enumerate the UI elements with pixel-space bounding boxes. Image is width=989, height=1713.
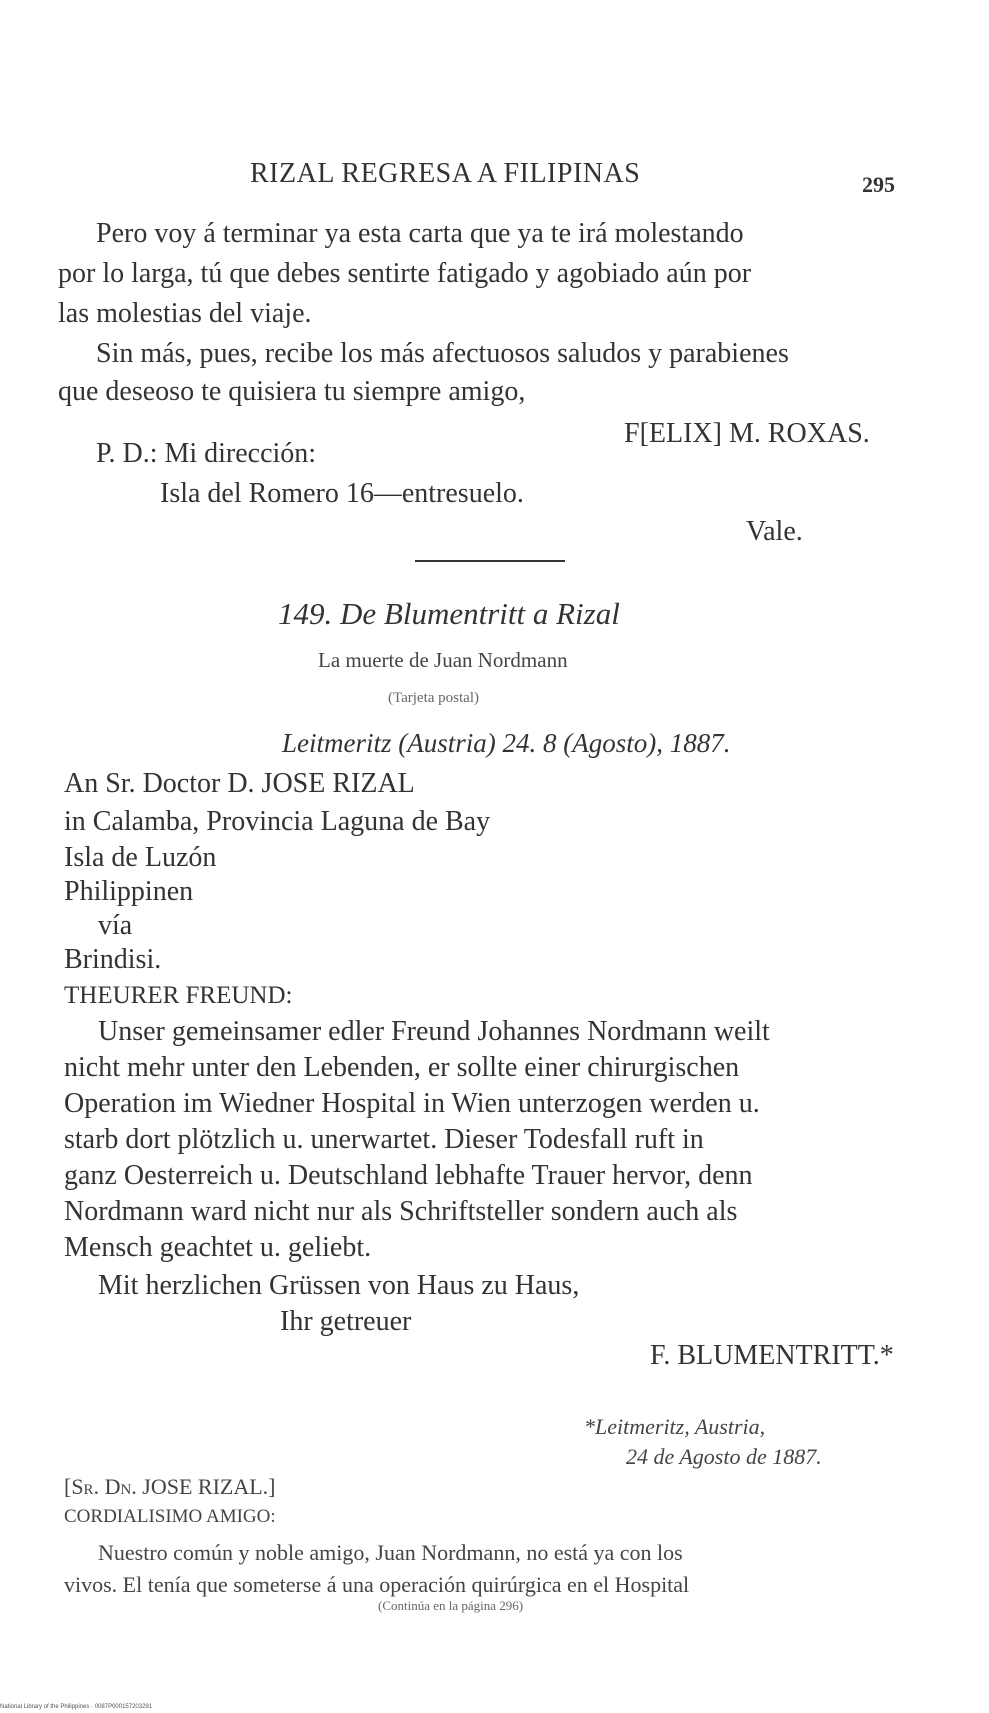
prev-letter-line: por lo larga, tú que debes sentirte fatigado y agobiado aún por bbox=[58, 258, 752, 289]
address-line: An Sr. Doctor D. JOSE RIZAL bbox=[64, 768, 415, 799]
translation-line: vivos. El tenía que someterse á una operación quirúrgica en el Hospital bbox=[64, 1572, 690, 1597]
letter-note: (Tarjeta postal) bbox=[388, 690, 479, 706]
translation-recipient: [Sr. Dn. JOSE RIZAL.] bbox=[64, 1474, 276, 1499]
prev-letter-line: Pero voy á terminar ya esta carta que ya te irá molestando bbox=[96, 218, 744, 249]
address-line: in Calamba, Provincia Laguna de Bay bbox=[64, 806, 491, 837]
postscript-line: P. D.: Mi dirección: bbox=[96, 438, 317, 469]
continued-note: (Continúa en la página 296) bbox=[378, 1598, 524, 1613]
letter-body-line: Mensch geachtet u. geliebt. bbox=[64, 1232, 372, 1263]
page-number: 295 bbox=[862, 172, 895, 197]
prev-letter-signature: F[ELIX] M. ROXAS. bbox=[624, 418, 870, 449]
running-head: RIZAL REGRESA A FILIPINAS bbox=[250, 158, 641, 189]
footnote-date: 24 de Agosto de 1887. bbox=[626, 1444, 822, 1469]
address-line: Philippinen bbox=[64, 876, 194, 907]
letter-body-line: Nordmann ward nicht nur als Schriftsteller sondern auch als bbox=[64, 1196, 738, 1227]
letter-body-line: Unser gemeinsamer edler Freund Johannes Nordmann weilt bbox=[98, 1016, 770, 1047]
address-line: Brindisi. bbox=[64, 944, 162, 975]
vale-closing: Vale. bbox=[746, 516, 803, 547]
letter-body-line: Operation im Wiedner Hospital in Wien unterzogen werden u. bbox=[64, 1088, 760, 1119]
scan-footer-tag: National Library of the Philippines · 0087P000157203291 bbox=[0, 1704, 153, 1710]
section-divider bbox=[415, 560, 565, 562]
prev-letter-line: Sin más, pues, recibe los más afectuosos saludos y parabienes bbox=[96, 338, 789, 369]
letter-dateline: Leitmeritz (Austria) 24. 8 (Agosto), 1887. bbox=[282, 728, 731, 758]
letter-subtitle: La muerte de Juan Nordmann bbox=[318, 648, 568, 672]
letter-closing: Mit herzlichen Grüssen von Haus zu Haus, bbox=[98, 1270, 580, 1301]
footnote-place: *Leitmeritz, Austria, bbox=[584, 1414, 766, 1439]
prev-letter-line: las molestias del viaje. bbox=[58, 298, 312, 329]
address-line: Isla de Luzón bbox=[64, 842, 217, 873]
prev-letter-line: que deseoso te quisiera tu siempre amigo, bbox=[58, 376, 526, 407]
letter-body-line: nicht mehr unter den Lebenden, er sollte einer chirurgischen bbox=[64, 1052, 740, 1083]
letter-closing: Ihr getreuer bbox=[280, 1306, 412, 1337]
letter-body-line: ganz Oesterreich u. Deutschland lebhafte Trauer hervor, denn bbox=[64, 1160, 753, 1191]
postscript-address: Isla del Romero 16—entresuelo. bbox=[160, 478, 524, 509]
letter-body-line: starb dort plötzlich u. unerwartet. Dieser Todesfall ruft in bbox=[64, 1124, 704, 1155]
translation-salutation: CORDIALISIMO AMIGO: bbox=[64, 1506, 276, 1527]
address-line: vía bbox=[98, 910, 133, 941]
letter-salutation: THEURER FREUND: bbox=[64, 982, 293, 1009]
translation-line: Nuestro común y noble amigo, Juan Nordmann, no está ya con los bbox=[98, 1540, 683, 1565]
letter-title: 149. De Blumentritt a Rizal bbox=[278, 596, 620, 631]
letter-signature: F. BLUMENTRITT.* bbox=[650, 1340, 894, 1371]
